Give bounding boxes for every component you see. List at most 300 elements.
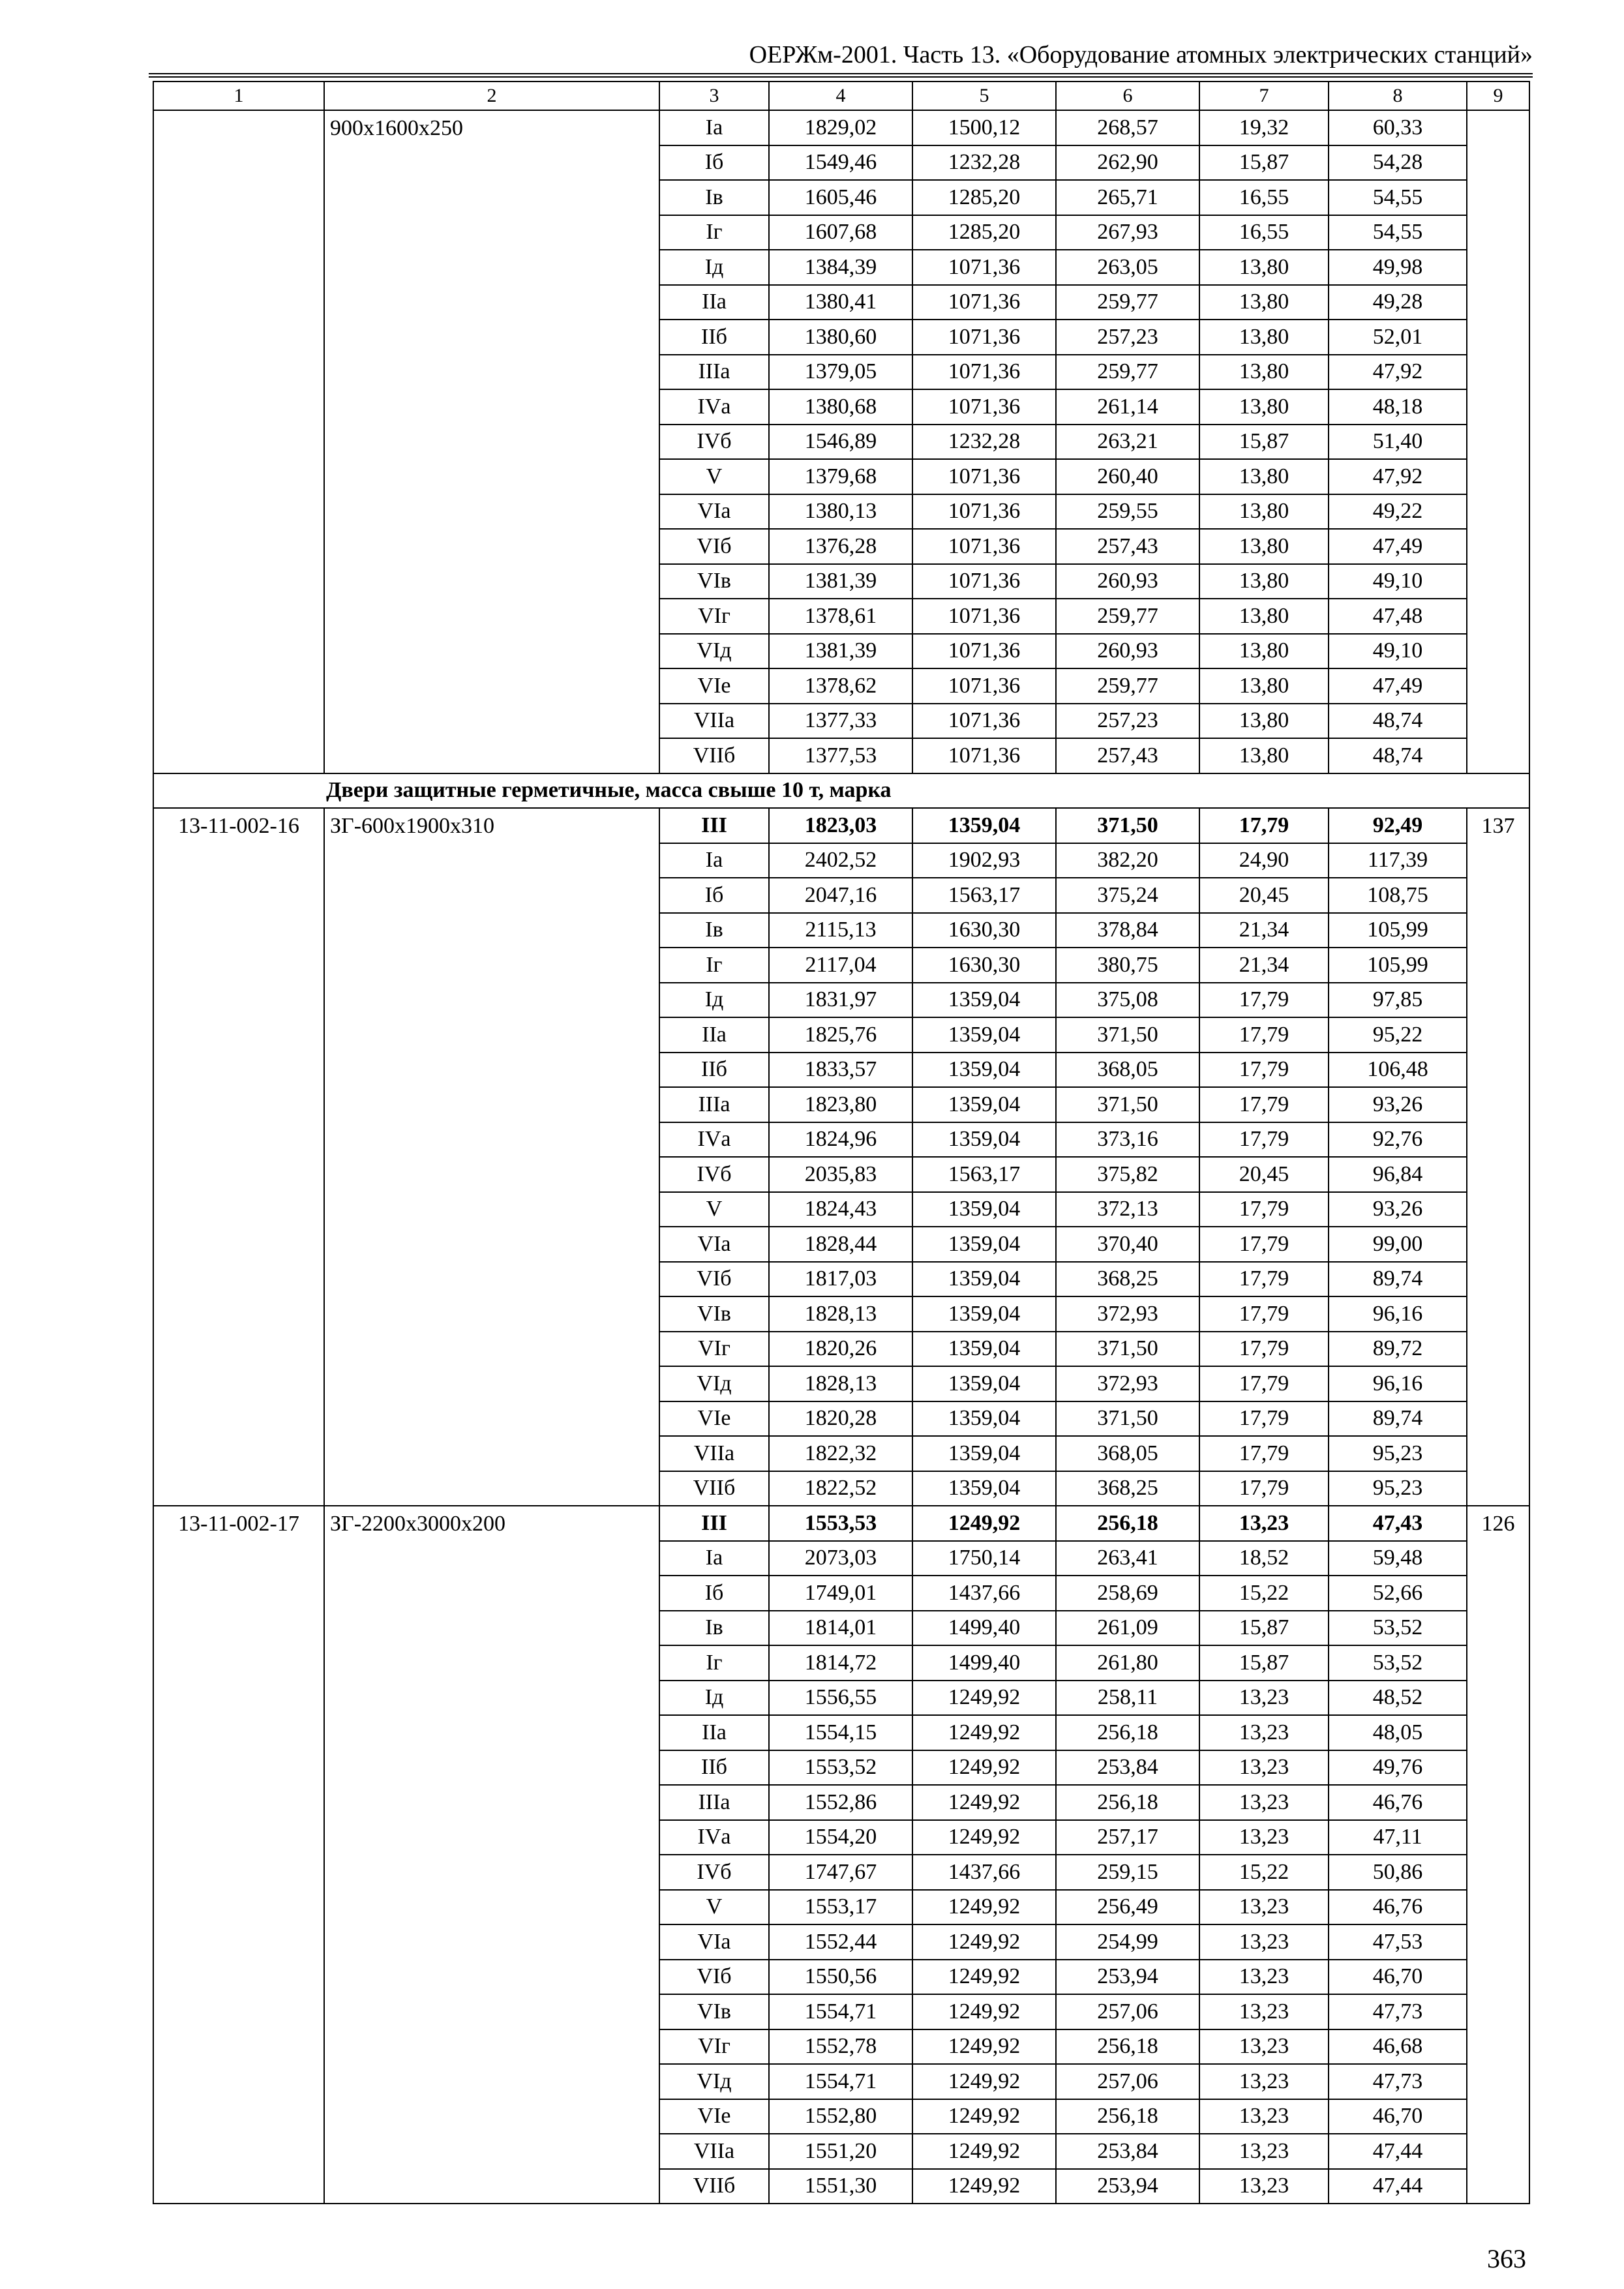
cost-col-6: 257,23 [1056,704,1199,739]
cost-col-7: 13,23 [1199,1994,1329,2029]
region-code: VIа [659,1227,769,1262]
region-code: IIIа [659,355,769,390]
cost-col-6: 371,50 [1056,1017,1199,1053]
total-cost: 1377,33 [769,704,912,739]
cost-col-8: 89,74 [1329,1262,1467,1297]
total-cost: 1747,67 [769,1855,912,1890]
cost-col-7: 13,80 [1199,320,1329,355]
cost-col-7: 15,22 [1199,1855,1329,1890]
cost-col-7: 17,79 [1199,1227,1329,1262]
table-body [153,82,1529,2204]
region-code: Iв [659,180,769,215]
cost-col-6: 256,18 [1056,1715,1199,1750]
cost-col-7: 13,80 [1199,704,1329,739]
total-cost: 1554,71 [769,2064,912,2099]
table-row [153,1506,1529,1541]
cost-col-8: 47,49 [1329,668,1467,704]
cost-col-5: 1071,36 [912,599,1056,634]
region-code: IIIа [659,1785,769,1820]
cost-col-5: 1359,04 [912,1436,1056,1471]
total-cost: 2117,04 [769,948,912,983]
region-code: VIIа [659,704,769,739]
cost-col-6: 368,25 [1056,1262,1199,1297]
cost-col-5: 1071,36 [912,250,1056,285]
cost-col-5: 1071,36 [912,738,1056,773]
cost-col-5: 1249,92 [912,2064,1056,2099]
cost-col-8: 48,05 [1329,1715,1467,1750]
cost-col-8: 52,01 [1329,320,1467,355]
page-header-title: ОЕРЖм-2001. Часть 13. «Оборудование атомных электрических станций» [749,41,1533,68]
region-code: VIв [659,564,769,599]
total-cost: 1831,97 [769,983,912,1018]
cost-col-7: 17,79 [1199,1471,1329,1506]
column-number: 7 [1199,82,1329,110]
total-cost: 1378,61 [769,599,912,634]
item-name: ЗГ-600х1900х310 [324,808,659,1506]
cost-col-8: 47,92 [1329,459,1467,494]
cost-col-6: 375,82 [1056,1157,1199,1192]
section-row [153,773,1529,809]
cost-col-8: 49,98 [1329,250,1467,285]
cost-col-8: 99,00 [1329,1227,1467,1262]
table-row [153,808,1529,843]
total-cost: 1552,78 [769,2029,912,2065]
total-cost: 1820,26 [769,1332,912,1367]
cost-col-6: 368,05 [1056,1436,1199,1471]
cost-col-7: 17,79 [1199,1436,1329,1471]
cost-col-8: 54,55 [1329,215,1467,250]
cost-col-7: 13,23 [1199,1924,1329,1960]
cost-col-8: 49,10 [1329,634,1467,669]
region-code: VIе [659,2099,769,2134]
region-code: VIд [659,1366,769,1401]
cost-col-7: 13,23 [1199,2099,1329,2134]
rate-code: 13-11-002-16 [153,808,324,1506]
total-cost: 1379,05 [769,355,912,390]
cost-col-6: 380,75 [1056,948,1199,983]
cost-col-8: 53,52 [1329,1611,1467,1646]
cost-col-6: 260,93 [1056,564,1199,599]
item-name: 900х1600х250 [324,110,659,773]
cost-col-7: 13,80 [1199,529,1329,564]
cost-col-5: 1249,92 [912,1890,1056,1925]
region-code: VIв [659,1296,769,1332]
region-code: VIд [659,634,769,669]
cost-col-5: 1359,04 [912,1296,1056,1332]
total-cost: 1381,39 [769,634,912,669]
region-code: VIIб [659,1471,769,1506]
col9-value [1467,110,1529,773]
cost-col-6: 256,18 [1056,2099,1199,2134]
cost-col-6: 372,13 [1056,1192,1199,1227]
region-code: IIа [659,285,769,320]
region-code: VIб [659,529,769,564]
cost-col-5: 1359,04 [912,1053,1056,1088]
total-cost: 1554,71 [769,1994,912,2029]
total-cost: 1607,68 [769,215,912,250]
cost-col-6: 371,50 [1056,1087,1199,1122]
cost-col-7: 13,80 [1199,668,1329,704]
cost-col-8: 54,55 [1329,180,1467,215]
cost-col-5: 1359,04 [912,1366,1056,1401]
region-code: VIIа [659,2134,769,2169]
cost-col-6: 257,23 [1056,320,1199,355]
cost-col-7: 21,34 [1199,948,1329,983]
region-code: VIIа [659,1436,769,1471]
cost-col-7: 17,79 [1199,1366,1329,1401]
region-code: IVа [659,1820,769,1855]
cost-col-6: 256,18 [1056,1785,1199,1820]
cost-col-5: 1359,04 [912,1017,1056,1053]
cost-col-7: 13,23 [1199,1681,1329,1716]
cost-col-7: 13,80 [1199,494,1329,530]
cost-col-8: 105,99 [1329,913,1467,948]
total-cost: 2035,83 [769,1157,912,1192]
region-code: III [659,808,769,843]
cost-col-5: 1071,36 [912,285,1056,320]
cost-col-7: 13,23 [1199,1820,1329,1855]
column-number: 3 [659,82,769,110]
cost-col-5: 1437,66 [912,1576,1056,1611]
cost-col-8: 50,86 [1329,1855,1467,1890]
cost-col-5: 1071,36 [912,634,1056,669]
cost-col-7: 16,55 [1199,215,1329,250]
total-cost: 1605,46 [769,180,912,215]
column-number: 2 [324,82,659,110]
region-code: VIе [659,1401,769,1437]
cost-col-7: 13,80 [1199,389,1329,425]
cost-col-7: 19,32 [1199,110,1329,145]
cost-col-7: 17,79 [1199,1296,1329,1332]
cost-col-6: 257,43 [1056,738,1199,773]
cost-col-7: 13,23 [1199,2134,1329,2169]
total-cost: 1554,15 [769,1715,912,1750]
cost-col-5: 1249,92 [912,1820,1056,1855]
total-cost: 1823,80 [769,1087,912,1122]
region-code: IVб [659,425,769,460]
region-code: Iб [659,1576,769,1611]
cost-col-5: 1359,04 [912,808,1056,843]
cost-col-8: 46,70 [1329,1960,1467,1995]
cost-col-7: 13,80 [1199,250,1329,285]
cost-col-5: 1232,28 [912,425,1056,460]
region-code: IVа [659,389,769,425]
region-code: IVб [659,1855,769,1890]
total-cost: 1814,72 [769,1645,912,1681]
column-number: 6 [1056,82,1199,110]
region-code: IIIа [659,1087,769,1122]
cost-col-8: 93,26 [1329,1087,1467,1122]
cost-col-8: 49,76 [1329,1750,1467,1786]
cost-col-8: 106,48 [1329,1053,1467,1088]
cost-col-6: 260,40 [1056,459,1199,494]
total-cost: 1552,86 [769,1785,912,1820]
cost-col-7: 17,79 [1199,1401,1329,1437]
cost-col-6: 371,50 [1056,1401,1199,1437]
cost-col-6: 262,90 [1056,145,1199,181]
cost-col-8: 117,39 [1329,843,1467,878]
cost-col-7: 17,79 [1199,1087,1329,1122]
cost-col-6: 259,77 [1056,355,1199,390]
cost-col-5: 1359,04 [912,1227,1056,1262]
total-cost: 1378,62 [769,668,912,704]
region-code: IIа [659,1017,769,1053]
cost-col-8: 49,10 [1329,564,1467,599]
total-cost: 1551,30 [769,2169,912,2204]
cost-col-6: 258,69 [1056,1576,1199,1611]
cost-col-5: 1359,04 [912,1087,1056,1122]
total-cost: 1549,46 [769,145,912,181]
cost-col-8: 89,74 [1329,1401,1467,1437]
cost-col-5: 1249,92 [912,1506,1056,1541]
cost-col-6: 372,93 [1056,1366,1199,1401]
total-cost: 1553,52 [769,1750,912,1786]
cost-col-5: 1071,36 [912,355,1056,390]
cost-col-7: 13,23 [1199,2064,1329,2099]
cost-col-6: 263,41 [1056,1541,1199,1576]
cost-col-8: 48,74 [1329,738,1467,773]
cost-col-8: 92,49 [1329,808,1467,843]
total-cost: 1551,20 [769,2134,912,2169]
cost-col-7: 13,80 [1199,564,1329,599]
region-code: IVа [659,1122,769,1158]
total-cost: 1828,13 [769,1296,912,1332]
total-cost: 1554,20 [769,1820,912,1855]
cost-col-8: 96,16 [1329,1296,1467,1332]
cost-col-7: 15,87 [1199,1645,1329,1681]
header-rule [149,73,1533,74]
cost-col-8: 60,33 [1329,110,1467,145]
cost-col-8: 96,84 [1329,1157,1467,1192]
total-cost: 1749,01 [769,1576,912,1611]
cost-col-6: 253,84 [1056,2134,1199,2169]
cost-col-8: 93,26 [1329,1192,1467,1227]
cost-col-7: 17,79 [1199,1122,1329,1158]
cost-col-7: 13,23 [1199,1506,1329,1541]
cost-col-5: 1750,14 [912,1541,1056,1576]
total-cost: 1814,01 [769,1611,912,1646]
region-code: VIг [659,1332,769,1367]
region-code: IIб [659,1750,769,1786]
total-cost: 2115,13 [769,913,912,948]
cost-col-5: 1249,92 [912,1715,1056,1750]
cost-col-8: 89,72 [1329,1332,1467,1367]
column-number: 8 [1329,82,1467,110]
col9-value: 137 [1467,808,1529,1506]
region-code: Iг [659,1645,769,1681]
cost-col-5: 1285,20 [912,215,1056,250]
region-code: V [659,1192,769,1227]
cost-col-6: 371,50 [1056,808,1199,843]
page-number: 363 [1487,2244,1526,2273]
region-code: Iд [659,1681,769,1716]
cost-col-8: 47,73 [1329,2064,1467,2099]
cost-col-8: 48,18 [1329,389,1467,425]
cost-col-8: 47,73 [1329,1994,1467,2029]
cost-col-6: 256,18 [1056,2029,1199,2065]
rate-code [153,110,324,773]
cost-col-6: 372,93 [1056,1296,1199,1332]
cost-col-7: 15,87 [1199,1611,1329,1646]
cost-col-5: 1249,92 [912,1785,1056,1820]
cost-col-5: 1359,04 [912,983,1056,1018]
region-code: VIа [659,1924,769,1960]
region-code: Iв [659,913,769,948]
cost-col-5: 1499,40 [912,1645,1056,1681]
cost-col-6: 256,49 [1056,1890,1199,1925]
region-code: IIа [659,1715,769,1750]
cost-col-5: 1249,92 [912,2099,1056,2134]
cost-col-8: 54,28 [1329,145,1467,181]
total-cost: 1822,52 [769,1471,912,1506]
total-cost: 1824,96 [769,1122,912,1158]
total-cost: 1828,44 [769,1227,912,1262]
cost-col-5: 1563,17 [912,878,1056,913]
cost-col-7: 16,55 [1199,180,1329,215]
cost-col-8: 46,76 [1329,1890,1467,1925]
cost-col-5: 1630,30 [912,913,1056,948]
rate-code: 13-11-002-17 [153,1506,324,2204]
column-number: 4 [769,82,912,110]
cost-col-8: 95,23 [1329,1436,1467,1471]
cost-col-6: 256,18 [1056,1506,1199,1541]
cost-col-5: 1249,92 [912,1994,1056,2029]
col9-value: 126 [1467,1506,1529,2204]
cost-col-8: 108,75 [1329,878,1467,913]
region-code: VIг [659,599,769,634]
total-cost: 1833,57 [769,1053,912,1088]
cost-col-6: 257,43 [1056,529,1199,564]
cost-col-5: 1071,36 [912,320,1056,355]
total-cost: 2047,16 [769,878,912,913]
region-code: VIб [659,1960,769,1995]
cost-col-8: 47,48 [1329,599,1467,634]
cost-col-5: 1071,36 [912,389,1056,425]
total-cost: 1380,41 [769,285,912,320]
region-code: VIг [659,2029,769,2065]
cost-col-7: 17,79 [1199,983,1329,1018]
cost-col-6: 368,05 [1056,1053,1199,1088]
region-code: V [659,1890,769,1925]
cost-col-5: 1437,66 [912,1855,1056,1890]
cost-col-8: 49,28 [1329,285,1467,320]
total-cost: 1824,43 [769,1192,912,1227]
region-code: VIе [659,668,769,704]
region-code: IVб [659,1157,769,1192]
cost-col-7: 13,80 [1199,738,1329,773]
cost-col-6: 378,84 [1056,913,1199,948]
cost-col-5: 1630,30 [912,948,1056,983]
column-number: 5 [912,82,1056,110]
cost-col-7: 13,23 [1199,2029,1329,2065]
cost-col-7: 21,34 [1199,913,1329,948]
cost-col-7: 13,80 [1199,599,1329,634]
region-code: VIв [659,1994,769,2029]
cost-col-8: 96,16 [1329,1366,1467,1401]
cost-col-8: 49,22 [1329,494,1467,530]
cost-col-7: 17,79 [1199,1017,1329,1053]
cost-col-7: 17,79 [1199,1053,1329,1088]
cost-col-8: 105,99 [1329,948,1467,983]
cost-col-7: 13,23 [1199,1960,1329,1995]
total-cost: 1553,17 [769,1890,912,1925]
region-code: III [659,1506,769,1541]
region-code: VIа [659,494,769,530]
region-code: VIIб [659,2169,769,2204]
cost-col-6: 373,16 [1056,1122,1199,1158]
region-code: V [659,459,769,494]
cost-col-5: 1500,12 [912,110,1056,145]
cost-col-6: 258,11 [1056,1681,1199,1716]
cost-col-7: 20,45 [1199,1157,1329,1192]
cost-col-7: 13,80 [1199,634,1329,669]
cost-col-7: 18,52 [1199,1541,1329,1576]
total-cost: 1552,80 [769,2099,912,2134]
total-cost: 1823,03 [769,808,912,843]
cost-col-5: 1249,92 [912,1960,1056,1995]
cost-col-7: 17,79 [1199,1332,1329,1367]
table-row [153,110,1529,145]
cost-col-8: 95,22 [1329,1017,1467,1053]
total-cost: 1550,56 [769,1960,912,1995]
cost-col-7: 13,23 [1199,1890,1329,1925]
cost-col-6: 371,50 [1056,1332,1199,1367]
cost-col-8: 46,70 [1329,2099,1467,2134]
total-cost: 1552,44 [769,1924,912,1960]
cost-col-5: 1359,04 [912,1192,1056,1227]
cost-col-8: 47,44 [1329,2169,1467,2204]
cost-col-8: 92,76 [1329,1122,1467,1158]
region-code: Iб [659,878,769,913]
cost-col-5: 1249,92 [912,1924,1056,1960]
total-cost: 1553,53 [769,1506,912,1541]
cost-col-6: 382,20 [1056,843,1199,878]
cost-col-5: 1249,92 [912,1681,1056,1716]
region-code: VIд [659,2064,769,2099]
cost-col-5: 1249,92 [912,2169,1056,2204]
cost-col-5: 1359,04 [912,1401,1056,1437]
cost-col-5: 1902,93 [912,843,1056,878]
cost-col-5: 1285,20 [912,180,1056,215]
cost-col-7: 13,23 [1199,2169,1329,2204]
region-code: IIб [659,1053,769,1088]
region-code: Iг [659,948,769,983]
total-cost: 1556,55 [769,1681,912,1716]
cost-col-8: 47,53 [1329,1924,1467,1960]
cost-col-5: 1359,04 [912,1471,1056,1506]
total-cost: 2402,52 [769,843,912,878]
total-cost: 1380,68 [769,389,912,425]
cost-col-6: 259,15 [1056,1855,1199,1890]
cost-col-8: 47,49 [1329,529,1467,564]
cost-col-7: 13,80 [1199,285,1329,320]
cost-col-6: 253,84 [1056,1750,1199,1786]
cost-col-6: 263,21 [1056,425,1199,460]
item-name: ЗГ-2200х3000х200 [324,1506,659,2204]
region-code: Iа [659,110,769,145]
total-cost: 1828,13 [769,1366,912,1401]
cost-col-8: 95,23 [1329,1471,1467,1506]
region-code: Iд [659,983,769,1018]
cost-col-8: 53,52 [1329,1645,1467,1681]
cost-col-6: 261,80 [1056,1645,1199,1681]
cost-col-5: 1359,04 [912,1122,1056,1158]
cost-col-8: 47,43 [1329,1506,1467,1541]
cost-col-8: 51,40 [1329,425,1467,460]
region-code: Iа [659,843,769,878]
cost-col-5: 1071,36 [912,459,1056,494]
region-code: Iа [659,1541,769,1576]
